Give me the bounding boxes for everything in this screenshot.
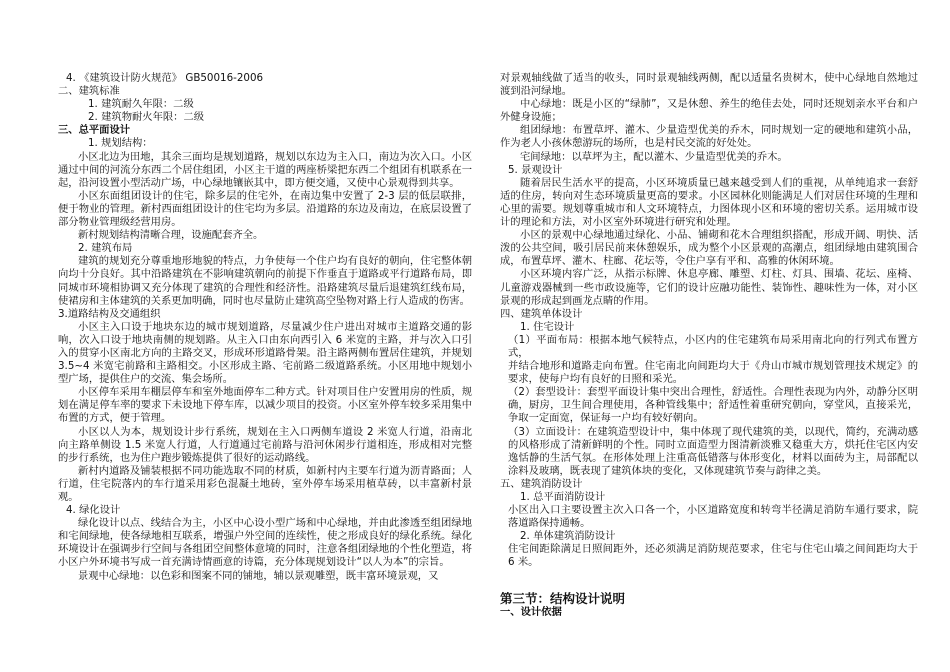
paragraph: 三、总平面设计: [58, 124, 131, 137]
paragraph: 第三节：结构设计说明: [500, 590, 626, 606]
paragraph: 绿化设计以点、线结合为主，小区中心设小型广场和中心绿地，并由此渗透至组团绿地和宅间绿地，使各绿地相互联系，增强户外空间的连续性，使之形成良好的绿化系统。绿化环境设计在强调步行空间与各组团空间整体意境的同时，注意各组团绿地的个性化塑造，将小区户外环境书写成一首充满诗情画意的诗篇，充分体现规划设计“以人为本”的宗旨。: [58, 517, 472, 569]
paragraph: （2）套型设计：套型平面设计集中突出合理性，舒适性。合理性表现为内外，动静分区明确，厨房，卫生间合理使用，各种管线集中；舒适性着重研究朝向，穿堂风，直接采光，争取一定面宽，保证每一户均有较好朝向。: [508, 386, 918, 425]
paragraph: 小区东面组团设计的住宅，除多层的住宅外，在南边集中安置了 2-3 层的低层联排，便于物业的管理。新村西面组团设计的住宅均为多层。沿道路的东边及南边，在底层设置了部分物业管理级经营用房。: [58, 189, 472, 229]
paragraph: 5. 景观设计: [508, 163, 563, 176]
paragraph: 随着居民生活水平的提高，小区环境质量已越来越受到人们的重视，从单纯追求一套舒适的住房，转向对生态环境质量更高的要求。小区园林化则能满足人们对居住环境的生理和心里的需要。规划尊重城市和人文环境特点，力图体现小区和环境的密切关系。运用城市设计的理论和方法，对小区室外环境进行研究和处理。: [500, 176, 918, 229]
paragraph: 宅间绿地：以草坪为主，配以灌木、少量造型优美的乔木。: [520, 150, 788, 163]
paragraph: 对景观轴线做了适当的收头，同时景观轴线两侧，配以适量名贵树木，使中心绿地自然地过渡到沿河绿地。: [500, 72, 918, 98]
paragraph: 小区出入口主要设置主次入口各一个，小区道路宽度和转弯半径满足消防车通行要求，院落道路保持通畅。: [508, 504, 918, 530]
paragraph: 1. 总平面消防设计: [520, 491, 606, 503]
paragraph: 中心绿地：既是小区的“绿肺”，又是休憩、养生的绝佳去处，同时还规划亲水平台和户外健身设施；: [500, 98, 918, 124]
left-text-column: [58, 72, 472, 583]
paragraph: 五、建筑消防设计: [500, 477, 583, 490]
paragraph: 4. 《建筑设计防火规范》 GB50016-2006: [66, 72, 264, 84]
paragraph: 建筑的规划充分尊重地形地貌的特点，力争使每一个住户均有良好的朝向，住宅整体朝向均十分良好。其中沿路建筑在不影响建筑朝向的前提下作垂直于道路或平行道路布局，即同城市环境相协调又充分体现了建筑的合理性和经济性。沿路建筑尽量后退建筑红线布局，使裙房和主体建筑的关系更加明确，同时也尽量防止建筑高空坠物对路上行人造成的伤害。: [58, 255, 472, 307]
right-text-column: [500, 72, 918, 619]
paragraph: 小区环境内容广泛，从指示标牌、休息亭廊、雕塑、灯柱、灯具、围墙、花坛、座椅、儿童游戏器械到一些市政设施等，它们的设计应融功能性、装饰性、趣味性为一体，对小区景观的形成起到画龙点睛的作用。: [500, 268, 918, 307]
paragraph: 2. 建筑物耐火年限：二级: [88, 111, 205, 124]
paragraph: 二、建筑标准: [58, 85, 120, 98]
paragraph: 四、建筑单体设计: [500, 307, 583, 320]
paragraph: 1. 建筑耐久年限：二级: [88, 98, 194, 111]
paragraph: 新村规划结构清晰合理，设施配套齐全。: [78, 229, 264, 242]
paragraph: 小区以人为本，规划设计步行系统，规划在主入口两侧车道设 2 米宽人行道，沿南北向主路单侧设 1.5 米宽人行道，人行道通过宅前路与沿河休闲步行道相连，形成相对完整的步行系统，也为住户跑步锻炼提供了很好的运动路线。: [58, 425, 472, 464]
paragraph: 新村内道路及铺装根据不同功能选取不同的材质，如新村内主要车行道为沥青路面；人行道，住宅院落内的车行道采用彩色混凝土地砖，室外停车场采用植草砖，以丰富新村景观。: [58, 464, 472, 503]
paragraph: 并结合地形和道路走向布置。住宅南北向间距均大于《舟山市城市规划管理技术规定》的要求，使每户均有良好的日照和采光。: [508, 360, 918, 386]
paragraph: 3.道路结构及交通组织: [58, 307, 161, 320]
paragraph: 4. 绿化设计: [66, 504, 121, 517]
paragraph: （3）立面设计：在建筑造型设计中，集中体现了现代建筑的美，以现代，简约，充满动感的风格形成了清新鲜明的个性。同时立面造型力图清新淡雅又稳重大方，烘托住宅区内安逸恬静的生活气氛。在形体处理上注重高低错落与体形变化，材料以面砖为主，局部配以涂料及玻璃，既表现了建筑体块的变化，又体现建筑节奏与韵律之美。: [508, 425, 918, 477]
paragraph: 住宅间距除满足日照间距外，还必须满足消防规范要求，住宅与住宅山墙之间间距均大于 6 米。: [508, 543, 918, 569]
paragraph: 小区的景观中心绿地通过绿化、小品、铺砌和花木合理组织搭配，形成开阔、明快、活泼的公共空间，吸引居民前来休憩娱乐，成为整个小区景观的高潮点，组团绿地由建筑围合成，布置草坪、灌木、柱廊、花坛等，令住户享有平和、高雅的休闲环境。: [500, 229, 918, 268]
paragraph: 1. 住宅设计: [520, 320, 575, 333]
paragraph: 2. 单体建筑消防设计: [520, 530, 616, 543]
paragraph: 小区停车采用车棚层停车和室外地面停车二种方式。针对项目住户安置用房的性质，规划在满足停车率的要求下未设地下停车库，以减少项目的投资。小区室外停车较多采用集中布置的方式，便于管理。: [58, 386, 472, 425]
paragraph: 小区北边为田地，其余三面均是规划道路，规划以东边为主入口，南边为次入口。小区通过中间的河流分东西二个居住组团，小区主干道的两座桥梁把东西二个组团有机联系在一起，沿河设置小型活动广场，中心绿地镶嵌其中，即方便交通，又使中心景观得到共享。: [58, 150, 472, 189]
paragraph: 一、设计依据: [500, 605, 562, 618]
paragraph: 组团绿地：布置草坪、灌木、少量造型优美的乔木，同时规划一定的硬地和建筑小品，作为老人小孩休憩游玩的场所，也是村民交流的好处处。: [500, 124, 918, 150]
paragraph: 2. 建筑布局: [78, 242, 133, 255]
paragraph: 小区主入口设于地块东边的城市规划道路，尽量减少住户进出对城市主道路交通的影响，次入口设于地块南侧的规划路。从主入口由东向西引入 6 米宽的主路，并与次入口引入的贯穿小区南北方向的主路交叉，形成环形道路骨架。沿主路两侧布置居住建筑，并规划 3.5~4 米宽宅前路和主路相交。小区形成主路、宅前路二级道路系统。小区用地中规划小型广场，提供住户的交流、集会场所。: [58, 320, 472, 386]
paragraph: 1. 规划结构：: [88, 137, 153, 150]
paragraph: 景观中心绿地：以色彩和图案不同的铺地，辅以景观雕塑，既丰富环境景观，又: [78, 569, 439, 582]
paragraph: （1）平面布局：根据本地气候特点，小区内的住宅建筑布局采用南北向的行列式布置方式，: [508, 333, 918, 359]
